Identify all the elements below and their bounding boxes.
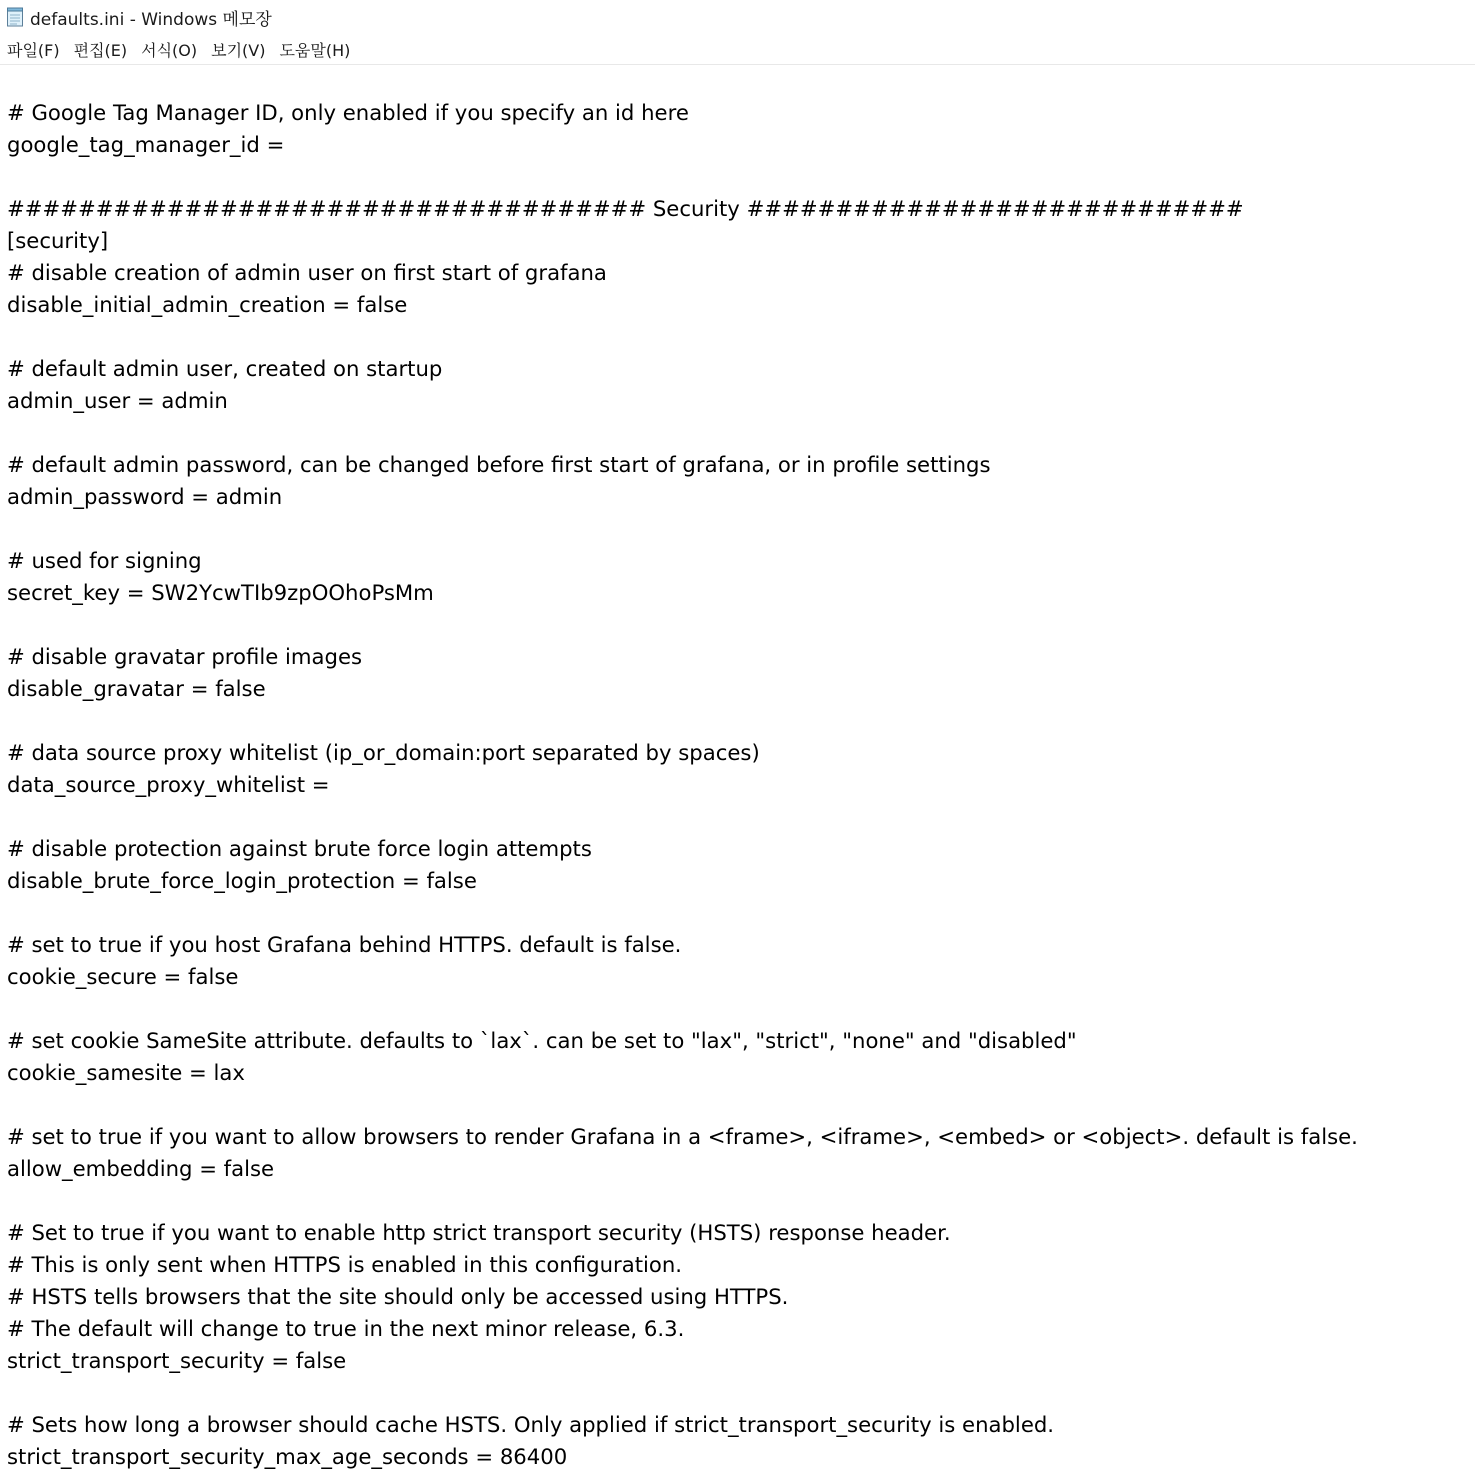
menu-format[interactable]: 서식(O) <box>141 40 198 60</box>
text-line <box>7 801 1358 833</box>
text-lines <box>7 97 1358 1473</box>
text-line: allow_embedding = false <box>7 1156 275 1181</box>
text-line: # HSTS tells browsers that the site should only be accessed using HTTPS. <box>7 1284 789 1309</box>
text-line: # default admin user, created on startup <box>7 356 443 381</box>
text-line: admin_password = admin <box>7 484 283 509</box>
notepad-icon[interactable] <box>6 7 24 27</box>
text-line <box>7 1185 1358 1217</box>
text-line: [security] <box>7 228 109 253</box>
text-line: cookie_samesite = lax <box>7 1060 245 1085</box>
text-line: data_source_proxy_whitelist = <box>7 772 330 797</box>
text-line: # set to true if you host Grafana behind HTTPS. default is false. <box>7 932 682 957</box>
text-line: strict_transport_security = false <box>7 1348 347 1373</box>
text-line <box>7 1377 1358 1409</box>
menu-file[interactable]: 파일(F) <box>7 40 60 60</box>
text-line: # used for signing <box>7 548 202 573</box>
text-line: # set to true if you want to allow browsers to render Grafana in a <frame>, <iframe>, <embed> or <object>. default is false. <box>7 1124 1358 1149</box>
text-line: strict_transport_security_max_age_seconds = 86400 <box>7 1444 568 1469</box>
text-line <box>7 705 1358 737</box>
menu-help[interactable]: 도움말(H) <box>279 40 351 60</box>
text-line: #################################### Security ############################ <box>7 196 1244 221</box>
text-line: # The default will change to true in the next minor release, 6.3. <box>7 1316 685 1341</box>
text-line: # This is only sent when HTTPS is enabled in this configuration. <box>7 1252 683 1277</box>
menu-view[interactable]: 보기(V) <box>211 40 266 60</box>
text-line <box>7 513 1358 545</box>
text-line: # disable protection against brute force login attempts <box>7 836 592 861</box>
text-line: google_tag_manager_id = <box>7 132 285 157</box>
menu-bar <box>0 34 1475 65</box>
text-editor[interactable] <box>0 65 1475 1474</box>
text-line: disable_initial_admin_creation = false <box>7 292 408 317</box>
text-line: secret_key = SW2YcwTIb9zpOOhoPsMm <box>7 580 434 605</box>
text-line: # disable creation of admin user on first start of grafana <box>7 260 607 285</box>
text-line: # default admin password, can be changed before first start of grafana, or in profile settings <box>7 452 991 477</box>
text-line: cookie_secure = false <box>7 964 239 989</box>
text-line: # Sets how long a browser should cache HSTS. Only applied if strict_transport_security is enabled. <box>7 1412 1055 1437</box>
title-bar[interactable] <box>0 0 1475 34</box>
window-title: defaults.ini - Windows 메모장 <box>30 9 272 30</box>
text-line <box>7 609 1358 641</box>
text-line: # data source proxy whitelist (ip_or_domain:port separated by spaces) <box>7 740 760 765</box>
menu-edit[interactable]: 편집(E) <box>73 40 128 60</box>
text-line: admin_user = admin <box>7 388 228 413</box>
text-line <box>7 897 1358 929</box>
text-line <box>7 161 1358 193</box>
text-line <box>7 993 1358 1025</box>
text-line: # disable gravatar profile images <box>7 644 363 669</box>
text-line <box>7 321 1358 353</box>
text-line: # Set to true if you want to enable http strict transport security (HSTS) response header. <box>7 1220 951 1245</box>
text-line: disable_gravatar = false <box>7 676 266 701</box>
text-line: # set cookie SameSite attribute. defaults to `lax`. can be set to "lax", "strict", "none" and "disabled" <box>7 1028 1077 1053</box>
text-line <box>7 1089 1358 1121</box>
text-line: # Google Tag Manager ID, only enabled if you specify an id here <box>7 100 689 125</box>
text-line <box>7 417 1358 449</box>
text-line: disable_brute_force_login_protection = false <box>7 868 477 893</box>
